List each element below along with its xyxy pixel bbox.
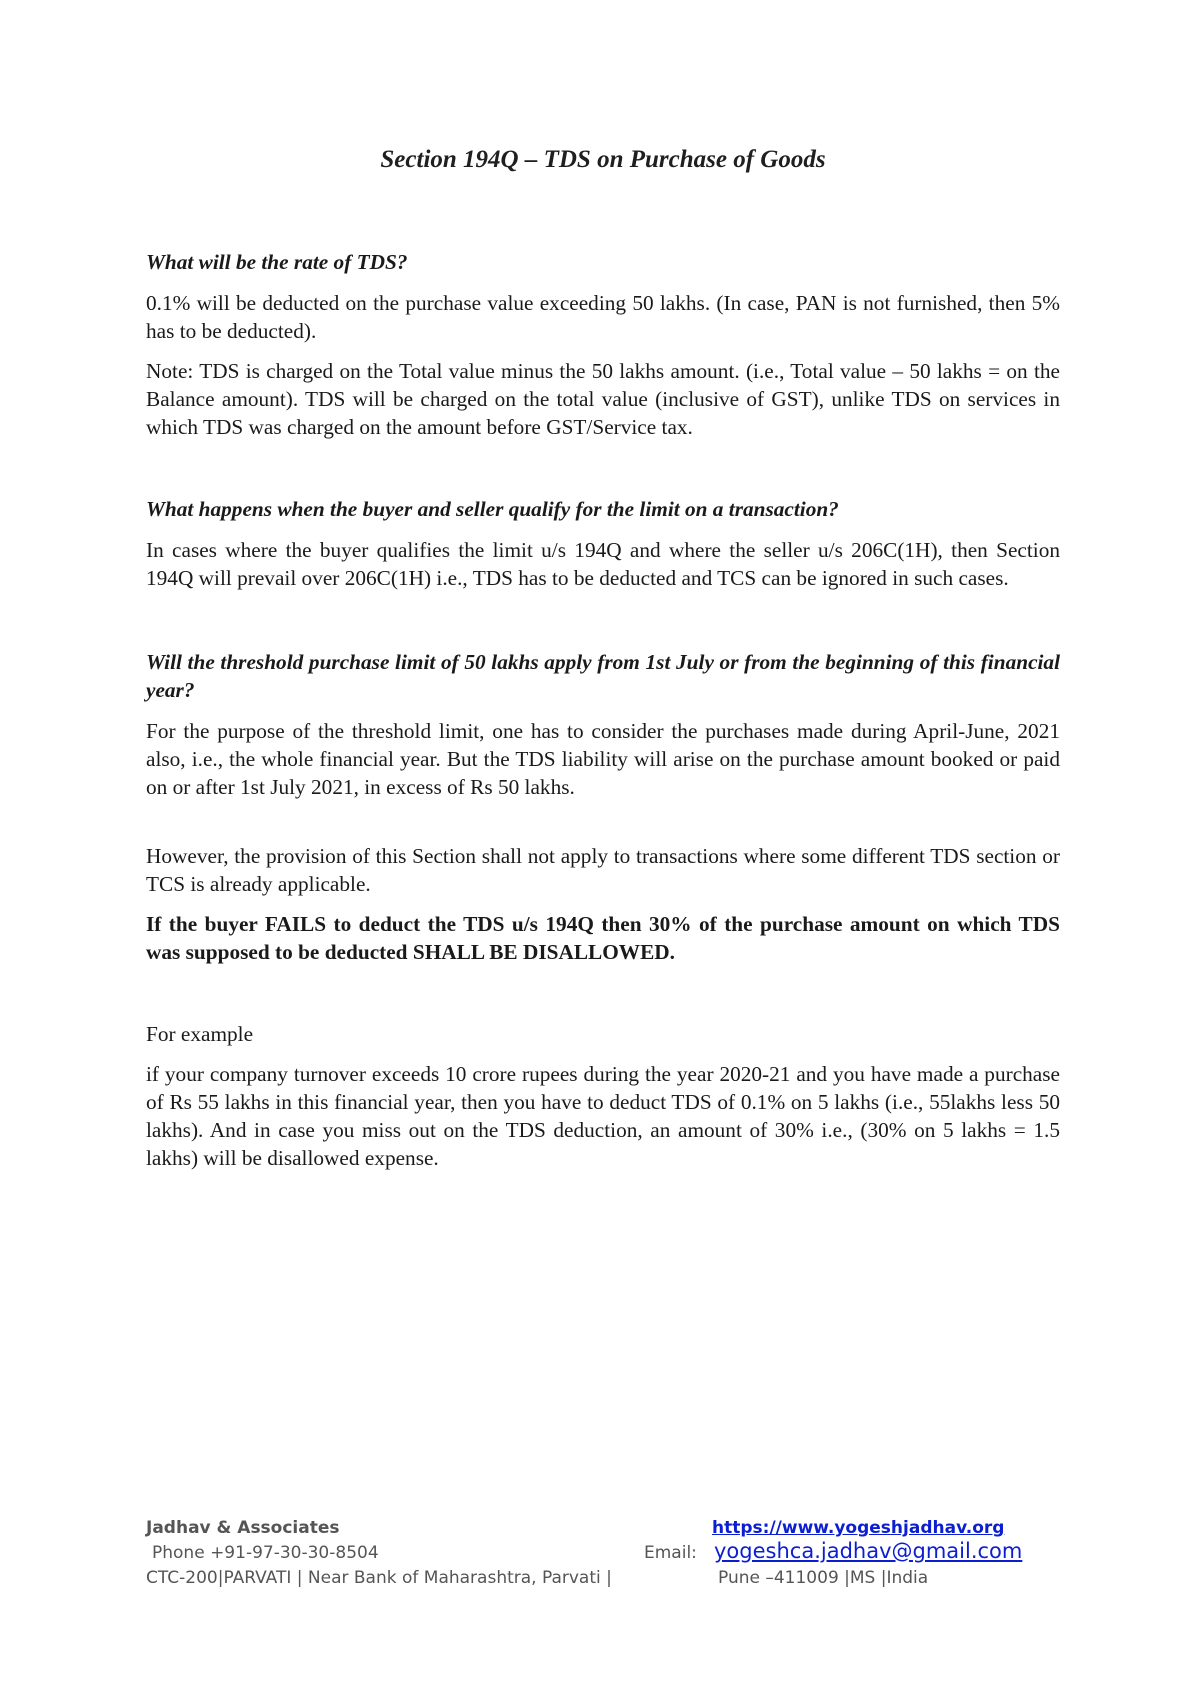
- email-label: Email:: [644, 1543, 697, 1563]
- firm-name: Jadhav & Associates: [146, 1518, 340, 1538]
- paragraph: 0.1% will be deducted on the purchase value exceeding 50 lakhs. (In case, PAN is not furnished, then 5% has to be deducted).: [146, 291, 1060, 343]
- paragraph: For the purpose of the threshold limit, one has to consider the purchases made during April-June, 2021 also, i.e., the whole financial year. But the TDS liability will arise on the purchase amount booked or paid on or after 1st July 2021, in excess of Rs 50 lakhs.: [146, 719, 1060, 799]
- example-heading: For example: [146, 1022, 254, 1046]
- paragraph: Note: TDS is charged on the Total value minus the 50 lakhs amount. (i.e., Total value – 50 lakhs = on the Balance amount). TDS will be charged on the total value (inclusive of GST), unlike TDS on services in which TDS was charged on the amount before GST/Service tax.: [146, 359, 1060, 439]
- phone-number: Phone +91-97-30-30-8504: [152, 1543, 379, 1563]
- example-text: if your company turnover exceeds 10 crore rupees during the year 2020-21 and you have made a purchase of Rs 55 lakhs in this financial year, then you have to deduct TDS of 0.1% on 5 lakhs (i.e., 55lakhs less 50 lakhs). And in case you miss out on the TDS deduction, an amount of 30% i.e., (30% on 5 lakhs = 1.5 lakhs) will be disallowed expense.: [146, 1062, 1060, 1170]
- document-page: [146, 0, 1060, 1698]
- email-link[interactable]: yogeshca.jadhav@gmail.com: [714, 1539, 1023, 1563]
- address-city: Pune –411009 |MS |India: [718, 1568, 929, 1588]
- question-heading: Will the threshold purchase limit of 50 lakhs apply from 1st July or from the beginning of this financial year?: [146, 650, 1060, 702]
- paragraph: In cases where the buyer qualifies the limit u/s 194Q and where the seller u/s 206C(1H), then Section 194Q will prevail over 206C(1H) i.e., TDS has to be deducted and TCS can be ignored in such cases.: [146, 538, 1060, 590]
- section-threshold-limit: [146, 648, 1060, 801]
- address-line: CTC-200|PARVATI | Near Bank of Maharashtra, Parvati |: [146, 1568, 612, 1588]
- document-title: Section 194Q – TDS on Purchase of Goods: [380, 146, 826, 173]
- question-heading: What happens when the buyer and seller qualify for the limit on a transaction?: [146, 497, 839, 521]
- section-buyer-seller-limit: [146, 495, 1060, 592]
- question-heading: What will be the rate of TDS?: [146, 250, 408, 274]
- provision-note: However, the provision of this Section shall not apply to transactions where some different TDS section or TCS is already applicable.: [146, 844, 1060, 896]
- page-footer: [146, 1516, 1060, 1591]
- website-link[interactable]: https://www.yogeshjadhav.org: [712, 1518, 1005, 1538]
- document-body: [146, 248, 1060, 1184]
- section-tds-rate: [146, 248, 1060, 441]
- disallowance-warning: If the buyer FAILS to deduct the TDS u/s 194Q then 30% of the purchase amount on which TDS was supposed to be deducted SHALL BE DISALLOWED.: [146, 912, 1060, 964]
